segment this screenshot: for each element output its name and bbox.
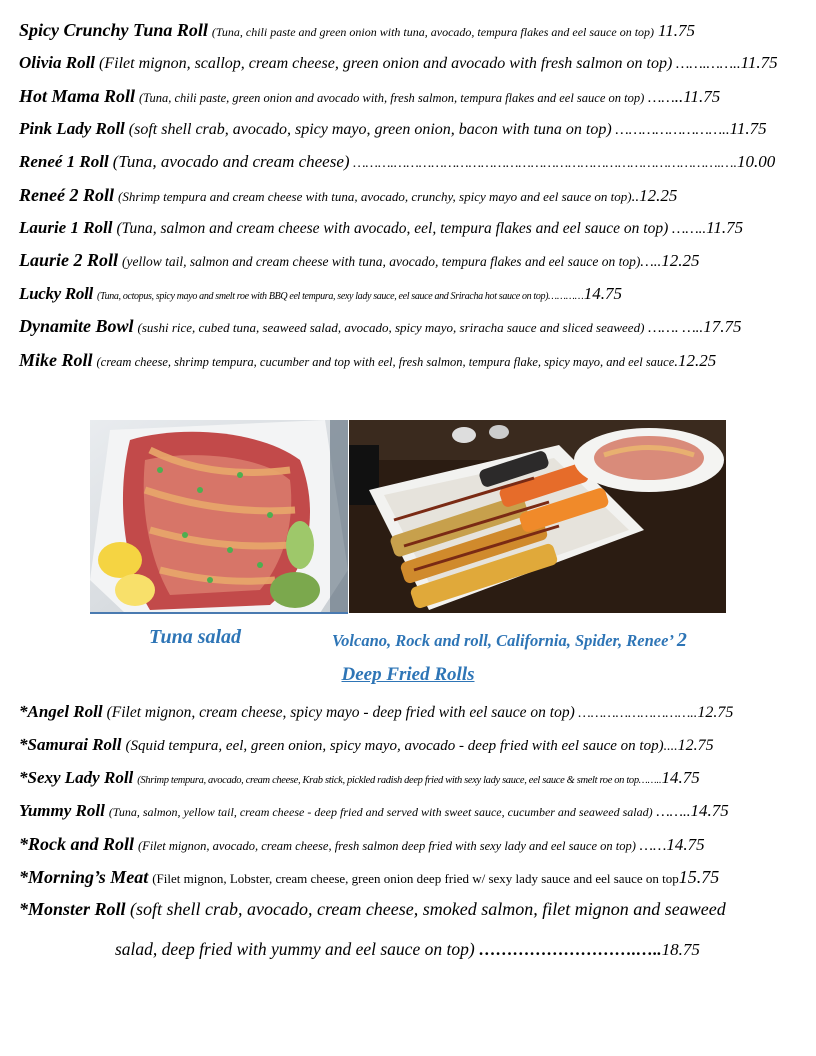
item-name: Reneé 2 Roll	[19, 185, 114, 205]
item-desc: (Tuna, salmon and cream cheese with avocado, eel, tempura flakes and eel sauce on top)	[116, 220, 669, 237]
item-dots: ……..	[652, 804, 691, 820]
menu-item	[19, 801, 729, 821]
item-dots: …….……..	[672, 56, 741, 72]
menu-item	[19, 119, 767, 139]
item-desc: (Squid tempura, eel, green onion, spicy mayo, avocado - deep fried with eel sauce on top)	[125, 738, 664, 754]
item-price: 17.75	[703, 317, 742, 336]
menu-item	[19, 53, 778, 73]
item-price: 11.75	[740, 53, 778, 72]
item-price: 14.75	[690, 801, 729, 820]
item-desc: (Tuna, avocado and cream cheese)	[112, 152, 350, 171]
item-name: *Monster Roll	[19, 899, 126, 919]
menu-item	[19, 284, 622, 304]
item-price: 15.75	[678, 867, 720, 887]
caption-platter	[332, 629, 687, 652]
item-desc: (Shrimp tempura and cream cheese with tuna, avocado, crunchy, spicy mayo and eel sauce on top)	[118, 189, 632, 204]
item-name: Laurie 1 Roll	[19, 218, 113, 237]
item-name: Laurie 2 Roll	[19, 250, 119, 270]
item-dots: ……. …..	[644, 320, 704, 336]
item-desc: (Tuna, salmon, yellow tail, cream cheese - deep fried and served with sweet sauce, cucumber and seaweed salad)	[108, 805, 653, 819]
item-price: 12.75	[677, 737, 714, 754]
item-desc: (Tuna, chili paste and green onion with tuna, avocado, tempura flakes and eel sauce on top)	[211, 25, 655, 39]
item-name: Pink Lady Roll	[19, 119, 125, 138]
item-dots: ……….…………………………………………………………………….….	[349, 156, 738, 171]
item-dots: ..	[631, 189, 640, 205]
item-price: 11.75	[658, 21, 696, 40]
item-price: 12.75	[697, 704, 734, 721]
menu-item	[19, 185, 677, 206]
item-name: Lucky Roll	[19, 284, 93, 303]
item-desc: salad, deep fried with yummy and eel sauce on top)	[115, 939, 475, 959]
item-price: ..11.75	[674, 87, 721, 106]
photo-underline	[90, 612, 348, 614]
menu-item	[19, 86, 720, 107]
item-name: *Angel Roll	[19, 702, 103, 721]
item-name: Hot Mama Roll	[19, 86, 136, 106]
item-name: *Samurai Roll	[19, 735, 122, 754]
menu-item	[19, 834, 705, 855]
item-desc: (Filet mignon, cream cheese, spicy mayo - deep fried with eel sauce on top)	[106, 704, 575, 721]
item-dots: ……..	[668, 221, 707, 237]
item-name: Dynamite Bowl	[19, 316, 134, 336]
item-desc: (cream cheese, shrimp tempura, cucumber and top with eel, fresh salmon, tempura flake, spicy mayo, and eel sauce	[96, 355, 675, 369]
section-title-deep-fried: Deep Fried Rolls	[341, 664, 475, 685]
item-name: Reneé 1 Roll	[19, 152, 109, 171]
menu-item	[19, 867, 719, 888]
item-price: 11.75	[729, 119, 767, 138]
item-desc: (soft shell crab, avocado, spicy mayo, green onion, bacon with tuna on top)	[128, 121, 612, 138]
item-name: *Rock and Roll	[19, 834, 135, 854]
item-dots: …..	[640, 254, 662, 270]
item-desc: (Shrimp tempura, avocado, cream cheese, Krab stick, pickled radish deep fried with sexy lady sauce, eel sauce & smelt roe on top	[137, 775, 639, 786]
item-price: 12.25	[678, 351, 717, 370]
menu-item	[19, 735, 714, 755]
item-price: 11.75	[706, 218, 744, 237]
caption-tuna-salad: Tuna salad	[149, 626, 242, 648]
item-dots: …………	[548, 291, 584, 302]
item-price: 18.75	[661, 940, 700, 959]
item-dots: ....	[663, 739, 678, 754]
item-desc: (yellow tail, salmon and cream cheese with tuna, avocado, tempura flakes and eel sauce on top)	[122, 254, 641, 269]
item-name: Yummy Roll	[19, 801, 105, 820]
caption-platter-text: Volcano, Rock and roll, California, Spider, Renee’	[332, 631, 673, 650]
item-desc: (Tuna, octopus, spicy mayo and smelt roe with BBQ eel tempura, sexy lady sauce, eel sauce and Sriracha hot sauce on top)	[96, 291, 549, 302]
item-price: 12.25	[639, 186, 678, 205]
item-name: *Morning’s Meat	[19, 867, 149, 887]
caption-platter-number: 2	[676, 629, 687, 651]
menu-item	[19, 899, 726, 920]
item-price: 14.75	[583, 284, 622, 303]
item-dots: ……	[644, 90, 675, 106]
item-desc: (Filet mignon, scallop, cream cheese, green onion and avocado with fresh salmon on top)	[99, 55, 673, 72]
item-name: *Sexy Lady Roll	[19, 768, 134, 787]
item-dots: .	[674, 354, 679, 370]
sushi-platter-photo	[349, 420, 726, 613]
tuna-salad-photo	[90, 420, 348, 613]
item-price: 14.75	[666, 835, 705, 854]
item-price: 12.25	[661, 251, 700, 270]
item-dots: ……………………….…..	[474, 940, 662, 959]
menu-item	[19, 152, 775, 172]
menu-item-continued	[115, 939, 700, 960]
item-desc: (Filet mignon, avocado, cream cheese, fresh salmon deep fried with sexy lady and eel sauce on top)	[138, 839, 636, 853]
item-desc: (soft shell crab, avocado, cream cheese, smoked salmon, filet mignon and seaweed	[125, 899, 726, 919]
item-price: 14.75	[661, 768, 700, 787]
item-desc: (Tuna, chili paste, green onion and avocado with, fresh salmon, tempura flakes and eel sauce on top)	[139, 91, 645, 105]
menu-item	[19, 350, 716, 371]
menu-item	[19, 316, 741, 337]
menu-item	[19, 768, 700, 788]
menu-item	[19, 702, 733, 722]
item-dots: ……………………..	[611, 122, 730, 138]
menu-item	[19, 250, 700, 271]
item-name: Mike Roll	[19, 350, 93, 370]
item-dots: ……	[635, 838, 667, 854]
item-desc: (Filet mignon, Lobster, cream cheese, green onion deep fried w/ sexy lady sauce and eel sauce on top	[152, 871, 679, 886]
item-dots: ………………………..	[574, 706, 698, 721]
item-name: Olivia Roll	[19, 53, 96, 72]
menu-item	[19, 218, 743, 238]
item-dots: ……..	[638, 775, 662, 786]
menu-item	[19, 20, 695, 41]
item-name: Spicy Crunchy Tuna Roll	[19, 20, 208, 40]
item-price: 10.00	[737, 152, 776, 171]
item-desc: (sushi rice, cubed tuna, seaweed salad, avocado, spicy mayo, sriracha sauce and sliced seaweed)	[137, 320, 645, 335]
